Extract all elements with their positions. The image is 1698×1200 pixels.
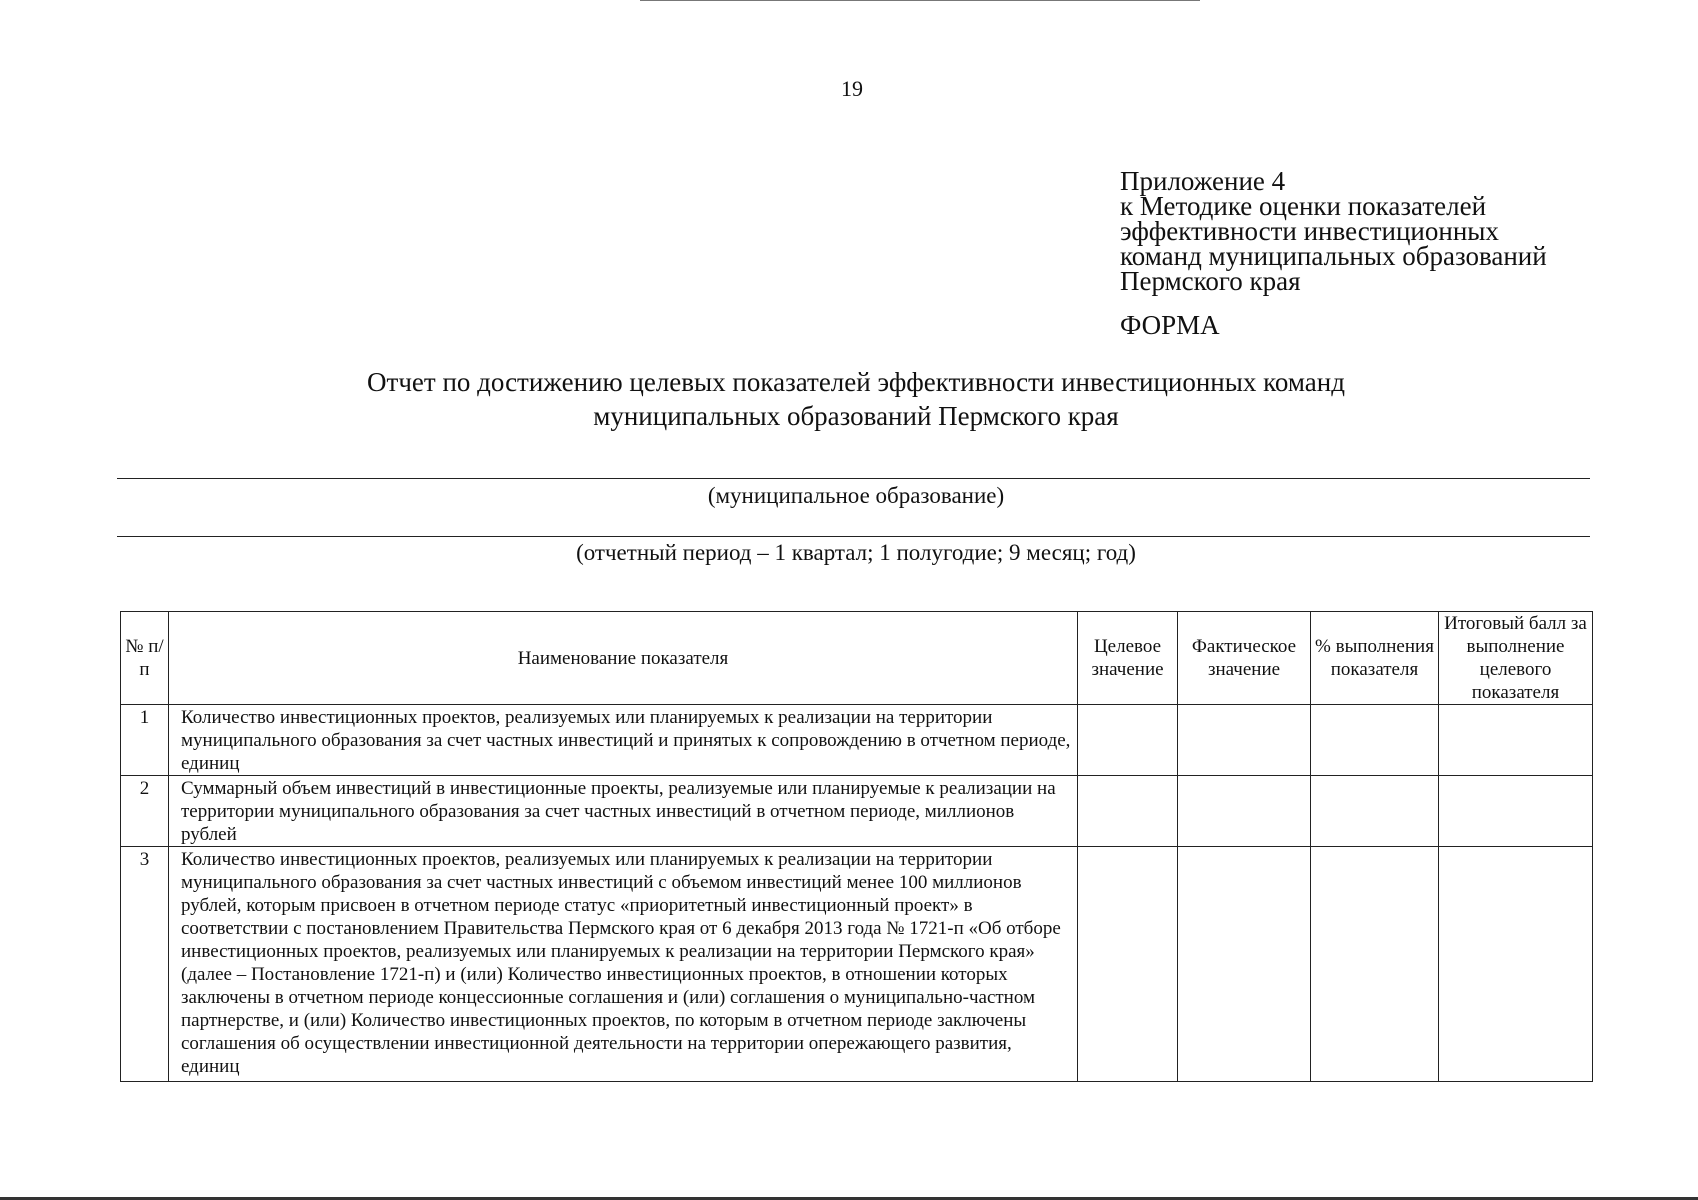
- row-num: 1: [121, 705, 169, 776]
- row-indicator-name: Количество инвестиционных проектов, реализуемых или планируемых к реализации на территории муниципального образования за счет частных инвестиций и принятых к сопровождению в отчетном периоде, единиц: [169, 705, 1078, 776]
- appendix-line: Пермского края: [1120, 266, 1301, 296]
- period-fill-line: [117, 536, 1590, 537]
- row-indicator-name: Количество инвестиционных проектов, реализуемых или планируемых к реализации на территории муниципального образования за счет частных инвестиций с объемом инвестиций менее 100 миллионов рублей, которым присвоен в отчетном периоде статус «приоритетный инвестиционный проект» в соответствии с постановлением Правительства Пермского края от 6 декабря 2013 года № 1721-п «Об отборе инвестиционных проектов, реализуемых или планируемых к реализации на территории Пермского края» (далее – Постановление 1721-п) и (или) Количество инвестиционных проектов, в отношении которых заключены в отчетном периоде концессионные соглашения и (или) соглашения о муниципально-частном партнерстве, и (или) Количество инвестиционных проектов, по которым в отчетном периоде заключены соглашения об осуществлении инвестиционной деятельности на территории опережающего развития, единиц: [169, 847, 1078, 1082]
- scan-top-edge: [640, 0, 1200, 1]
- table-row: [121, 847, 1593, 1082]
- row-actual-value[interactable]: [1178, 705, 1311, 776]
- row-target-value[interactable]: [1078, 705, 1178, 776]
- row-score-value[interactable]: [1439, 776, 1593, 847]
- row-num: 2: [121, 776, 169, 847]
- header-actual: Фактическое значение: [1178, 612, 1311, 705]
- header-target: Целевое значение: [1078, 612, 1178, 705]
- table-row: [121, 705, 1593, 776]
- row-actual-value[interactable]: [1178, 776, 1311, 847]
- row-percent-value[interactable]: [1311, 776, 1439, 847]
- row-percent-value[interactable]: [1311, 847, 1439, 1082]
- appendix-block: [1120, 166, 1547, 296]
- row-score-value[interactable]: [1439, 847, 1593, 1082]
- row-actual-value[interactable]: [1178, 847, 1311, 1082]
- report-title-line: Отчет по достижению целевых показателей эффективности инвестиционных команд: [367, 367, 1345, 397]
- header-percent: % выполнения показателя: [1311, 612, 1439, 705]
- table-header-row: [121, 612, 1593, 705]
- row-target-value[interactable]: [1078, 776, 1178, 847]
- page-number: 19: [841, 76, 863, 101]
- table-row: [121, 776, 1593, 847]
- municipality-caption: (муниципальное образование): [707, 483, 1005, 508]
- report-table: [120, 611, 1593, 1082]
- municipality-fill-line: [117, 478, 1590, 479]
- row-target-value[interactable]: [1078, 847, 1178, 1082]
- report-title-line: муниципальных образований Пермского края: [593, 401, 1119, 431]
- header-num: № п/п: [121, 612, 169, 705]
- header-name: Наименование показателя: [169, 612, 1078, 705]
- appendix-line: Приложение 4: [1120, 166, 1286, 196]
- row-num: 3: [121, 847, 169, 1082]
- appendix-line: команд муниципальных образований: [1120, 241, 1547, 271]
- row-score-value[interactable]: [1439, 705, 1593, 776]
- row-indicator-name: Суммарный объем инвестиций в инвестиционные проекты, реализуемые или планируемые к реализации на территории муниципального образования за счет частных инвестиций в отчетном периоде, миллионов рублей: [169, 776, 1078, 847]
- row-percent-value[interactable]: [1311, 705, 1439, 776]
- report-title: [0, 365, 1698, 433]
- appendix-line: эффективности инвестиционных: [1120, 216, 1499, 246]
- period-caption: (отчетный период – 1 квартал; 1 полугодие; 9 месяц; год): [576, 540, 1136, 565]
- form-label: ФОРМА: [1120, 310, 1220, 340]
- appendix-line: к Методике оценки показателей: [1120, 191, 1487, 221]
- header-score: Итоговый балл за выполнение целевого показателя: [1439, 612, 1593, 705]
